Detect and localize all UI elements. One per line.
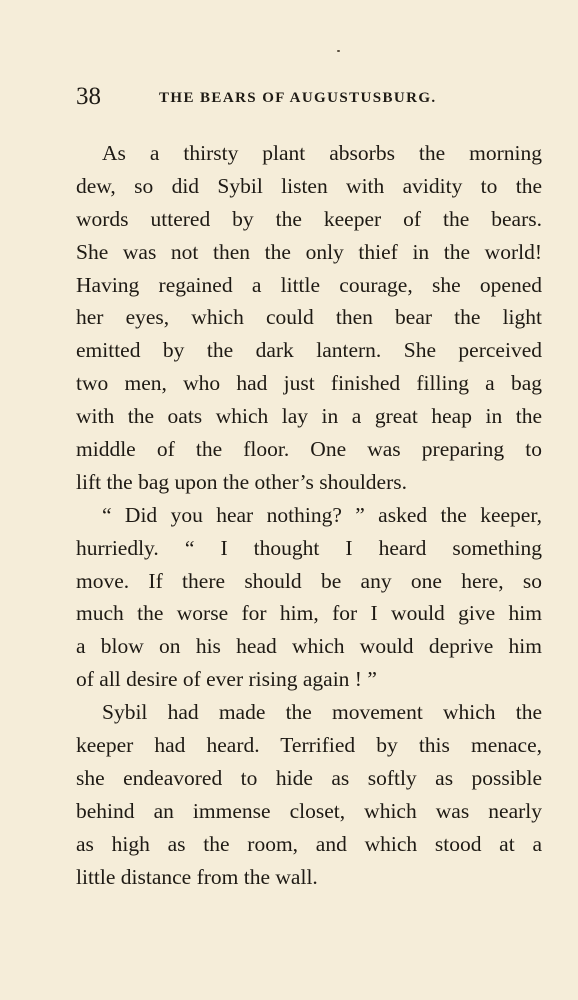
text-line: of all desire of ever rising again ! ” xyxy=(76,667,377,692)
text-line: As a thirsty plant absorbs the morning xyxy=(102,141,542,165)
text-line: dew, so did Sybil listen with avidity to the xyxy=(76,173,542,198)
text-line: a blow on his head which would deprive him xyxy=(76,634,542,659)
text-line: keeper had heard. Terrified by this menace, xyxy=(76,733,542,758)
text-line: move. If there should be any one here, so xyxy=(76,568,542,593)
text-line: behind an immense closet, which was nearly xyxy=(76,798,542,823)
running-title: THE BEARS OF AUGUSTUSBURG. xyxy=(159,90,437,106)
text-line: she endeavored to hide as softly as possible xyxy=(76,765,542,790)
page-header xyxy=(76,82,542,112)
text-line: middle of the floor. One was preparing to xyxy=(76,437,542,462)
text-line: Sybil had made the movement which the xyxy=(102,700,542,725)
text-line: her eyes, which could then bear the light xyxy=(76,305,542,330)
text-line: Having regained a little courage, she opened xyxy=(76,272,542,297)
text-line: “ Did you hear nothing? ” asked the keeper, xyxy=(102,502,542,527)
text-line: much the worse for him, for I would give him xyxy=(76,601,542,626)
text-line: words uttered by the keeper of the bears. xyxy=(76,206,542,231)
text-line: as high as the room, and which stood at a xyxy=(76,831,542,856)
body-text xyxy=(76,137,542,893)
page-number: 38 xyxy=(76,83,101,110)
text-line: hurriedly. “ I thought I heard something xyxy=(76,535,542,560)
text-line: She was not then the only thief in the world! xyxy=(76,239,542,264)
ink-speck xyxy=(337,50,340,52)
text-line: two men, who had just finished filling a bag xyxy=(76,371,542,396)
text-line: with the oats which lay in a great heap in the xyxy=(76,404,542,429)
text-line: emitted by the dark lantern. She perceived xyxy=(76,338,542,363)
text-line: little distance from the wall. xyxy=(76,864,318,889)
text-line: lift the bag upon the other’s shoulders. xyxy=(76,469,408,494)
